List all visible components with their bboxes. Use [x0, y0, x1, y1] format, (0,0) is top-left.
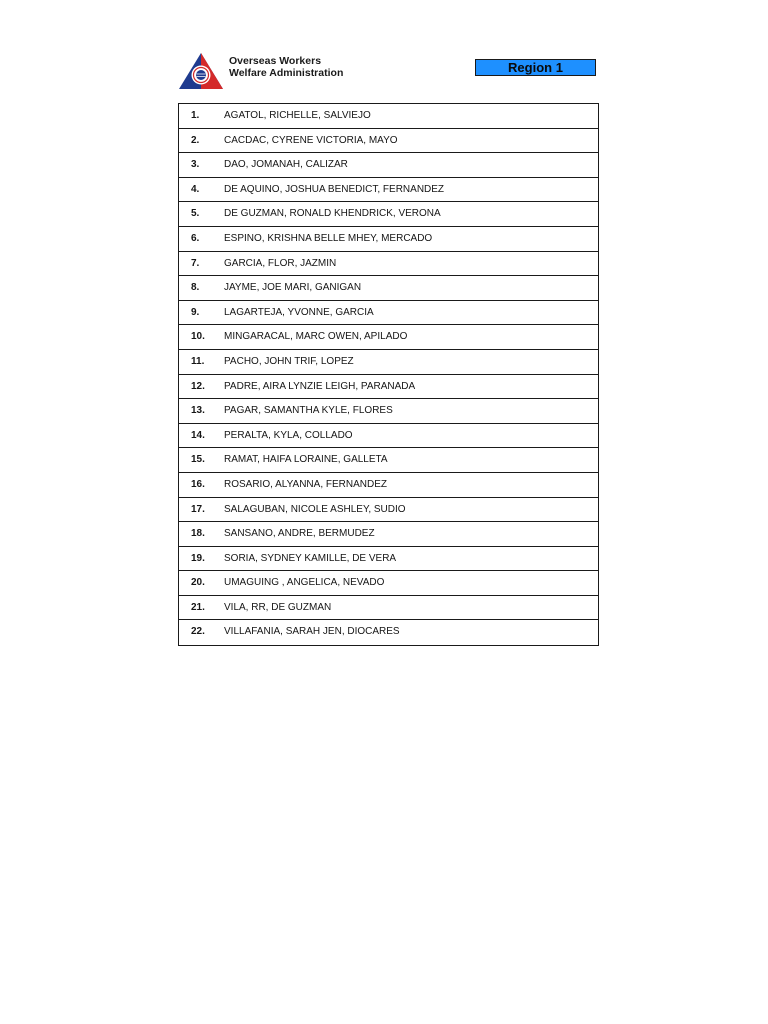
list-item [179, 202, 598, 227]
list-item [179, 178, 598, 203]
list-item-name: DAO, JOMANAH, CALIZAR [224, 159, 348, 171]
list-item-name: LAGARTEJA, YVONNE, GARCIA [224, 306, 374, 318]
list-item [179, 375, 598, 400]
list-item-number: 2. [191, 134, 200, 146]
list-item [179, 153, 598, 178]
list-item-number: 19. [191, 552, 205, 564]
list-item-number: 8. [191, 282, 200, 294]
list-item-name: VILLAFANIA, SARAH JEN, DIOCARES [224, 626, 400, 638]
organization-name [229, 55, 343, 79]
list-item [179, 571, 598, 596]
list-item-number: 12. [191, 380, 205, 392]
list-item-name: MINGARACAL, MARC OWEN, APILADO [224, 331, 408, 343]
list-item [179, 227, 598, 252]
list-item-number: 14. [191, 429, 205, 441]
list-item-number: 9. [191, 306, 200, 318]
list-item-number: 6. [191, 232, 200, 244]
list-item-name: CACDAC, CYRENE VICTORIA, MAYO [224, 134, 398, 146]
list-item [179, 399, 598, 424]
list-item [179, 325, 598, 350]
list-item-number: 11. [191, 355, 205, 367]
list-item-name: PADRE, AIRA LYNZIE LEIGH, PARANADA [224, 380, 416, 392]
list-item-name: UMAGUING , ANGELICA, NEVADO [224, 577, 385, 589]
owwa-logo-icon [178, 52, 224, 90]
list-item-number: 13. [191, 405, 205, 417]
list-item-number: 3. [191, 159, 200, 171]
list-item [179, 473, 598, 498]
list-item-name: ROSARIO, ALYANNA, FERNANDEZ [224, 478, 387, 490]
list-item [179, 448, 598, 473]
list-item-number: 5. [191, 208, 200, 220]
list-item-name: DE GUZMAN, RONALD KHENDRICK, VERONA [224, 208, 441, 220]
list-item-number: 10. [191, 331, 205, 343]
names-list [178, 103, 599, 646]
list-item-name: VILA, RR, DE GUZMAN [224, 601, 332, 613]
list-item-number: 18. [191, 528, 205, 540]
organization-name-line1: Overseas Workers [229, 55, 322, 67]
list-item-name: ESPINO, KRISHNA BELLE MHEY, MERCADO [224, 232, 433, 244]
list-item-name: AGATOL, RICHELLE, SALVIEJO [224, 110, 371, 121]
list-item [179, 276, 598, 301]
list-item-number: 4. [191, 183, 200, 195]
list-item-number: 20. [191, 577, 205, 589]
region-label: Region 1 [475, 59, 596, 76]
list-item-number: 15. [191, 454, 205, 466]
list-item-name: GARCIA, FLOR, JAZMIN [224, 257, 337, 269]
list-item [179, 301, 598, 326]
page-header [178, 50, 599, 90]
list-item-number: 7. [191, 257, 200, 269]
list-item [179, 547, 598, 572]
list-item-number: 22. [191, 626, 205, 638]
list-item-name: PAGAR, SAMANTHA KYLE, FLORES [224, 405, 393, 417]
list-item [179, 620, 598, 645]
organization-name-line2: Welfare Administration [229, 67, 344, 79]
list-item-name: PACHO, JOHN TRIF, LOPEZ [224, 355, 354, 367]
list-item-name: RAMAT, HAIFA LORAINE, GALLETA [224, 454, 388, 466]
list-item-number: 1. [191, 110, 200, 121]
list-item-name: SALAGUBAN, NICOLE ASHLEY, SUDIO [224, 503, 406, 515]
list-item-number: 17. [191, 503, 205, 515]
list-item-name: JAYME, JOE MARI, GANIGAN [224, 282, 362, 294]
list-item [179, 424, 598, 449]
list-item [179, 498, 598, 523]
list-item [179, 129, 598, 154]
list-item [179, 104, 598, 129]
list-item [179, 522, 598, 547]
list-item [179, 350, 598, 375]
list-item-number: 16. [191, 478, 205, 490]
list-item-number: 21. [191, 601, 205, 613]
list-item-name: SANSANO, ANDRE, BERMUDEZ [224, 528, 375, 540]
list-item [179, 596, 598, 621]
list-item-name: DE AQUINO, JOSHUA BENEDICT, FERNANDEZ [224, 183, 445, 195]
list-item-name: SORIA, SYDNEY KAMILLE, DE VERA [224, 552, 397, 564]
list-item-name: PERALTA, KYLA, COLLADO [224, 429, 353, 441]
list-item [179, 252, 598, 277]
